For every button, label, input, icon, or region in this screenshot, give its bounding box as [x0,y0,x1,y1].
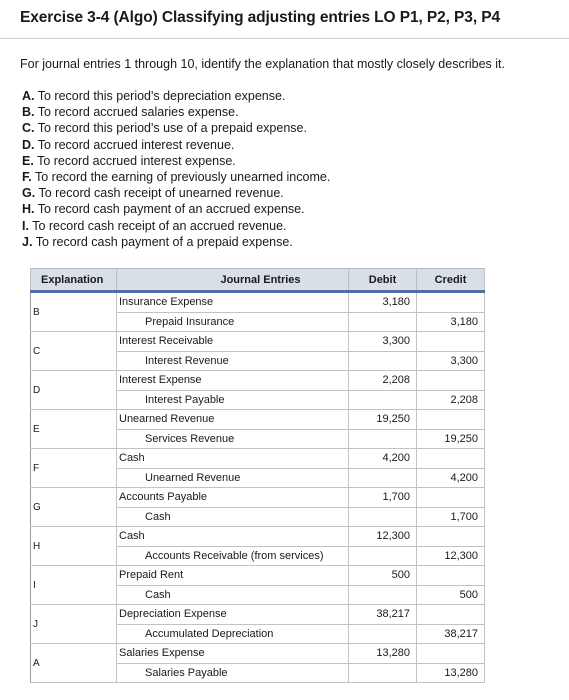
option-text: To record accrued interest expense. [37,153,236,168]
option-j [22,234,330,250]
explanation-select[interactable]: C [31,332,117,371]
table-row [31,371,485,391]
journal-entries-table [30,268,485,683]
debit-amount: 4,200 [349,449,417,469]
option-text: To record cash receipt of unearned revenue. [38,186,284,201]
debit-cell-empty [349,312,417,332]
credit-cell-empty [417,410,485,430]
credit-account: Accumulated Depreciation [117,624,349,644]
credit-cell-empty [417,605,485,625]
explanation-select[interactable]: D [31,371,117,410]
table-row [31,605,485,625]
option-c [22,120,330,136]
table-row [31,410,485,430]
credit-cell-empty [417,566,485,586]
option-letter: C. [22,121,35,136]
debit-cell-empty [349,546,417,566]
debit-account: Depreciation Expense [117,605,349,625]
credit-amount: 38,217 [417,624,485,644]
option-letter: B. [22,105,35,120]
explanation-select[interactable]: H [31,527,117,566]
credit-cell-empty [417,527,485,547]
debit-cell-empty [349,585,417,605]
debit-cell-empty [349,663,417,683]
debit-account: Salaries Expense [117,644,349,664]
debit-amount: 2,208 [349,371,417,391]
credit-amount: 3,180 [417,312,485,332]
debit-amount: 1,700 [349,488,417,508]
explanation-select[interactable]: F [31,449,117,488]
option-text: To record this period's use of a prepaid expense. [37,121,307,136]
debit-cell-empty [349,351,417,371]
option-text: To record this period's depreciation expense. [37,89,286,103]
explanation-select[interactable]: E [31,410,117,449]
table-row [31,527,485,547]
header-credit: Credit [417,269,485,292]
credit-amount: 12,300 [417,546,485,566]
credit-account: Accounts Receivable (from services) [117,546,349,566]
option-letter: H. [22,202,35,217]
header-explanation: Explanation [31,269,117,292]
explanation-select[interactable]: J [31,605,117,644]
credit-cell-empty [417,644,485,664]
debit-cell-empty [349,390,417,410]
credit-account: Cash [117,507,349,527]
credit-cell-empty [417,292,485,313]
table-row [31,292,485,313]
debit-amount: 19,250 [349,410,417,430]
explanation-select[interactable]: A [31,644,117,683]
debit-cell-empty [349,468,417,488]
credit-amount: 3,300 [417,351,485,371]
debit-account: Interest Expense [117,371,349,391]
option-text: To record the earning of previously unearned income. [34,169,331,184]
option-letter: E. [22,153,34,168]
credit-account: Salaries Payable [117,663,349,683]
debit-account: Cash [117,527,349,547]
table-row [31,449,485,469]
credit-cell-empty [417,488,485,508]
option-d [22,137,330,153]
credit-amount: 4,200 [417,468,485,488]
explanation-select[interactable]: B [31,292,117,332]
table-row [31,644,485,664]
debit-account: Prepaid Rent [117,566,349,586]
option-letter: F. [22,169,32,184]
instructions-text: For journal entries 1 through 10, identify the explanation that mostly closely describes it. [20,57,505,71]
option-text: To record accrued salaries expense. [37,105,239,120]
explanation-select[interactable]: G [31,488,117,527]
debit-cell-empty [349,507,417,527]
header-debit: Debit [349,269,417,292]
title-divider [0,38,569,39]
option-text: To record cash payment of a prepaid expense. [35,234,293,249]
option-letter: I. [22,218,29,233]
table-header-row [31,269,485,292]
debit-amount: 12,300 [349,527,417,547]
credit-account: Prepaid Insurance [117,312,349,332]
credit-account: Interest Payable [117,390,349,410]
option-i [22,218,330,234]
credit-cell-empty [417,371,485,391]
credit-account: Services Revenue [117,429,349,449]
option-letter: A. [22,89,35,103]
credit-amount: 13,280 [417,663,485,683]
option-f [22,169,330,185]
credit-cell-empty [417,449,485,469]
debit-account: Unearned Revenue [117,410,349,430]
debit-account: Accounts Payable [117,488,349,508]
debit-cell-empty [349,624,417,644]
credit-cell-empty [417,332,485,352]
option-letter: G. [22,186,36,201]
credit-account: Interest Revenue [117,351,349,371]
credit-account: Cash [117,585,349,605]
debit-amount: 500 [349,566,417,586]
option-text: To record cash payment of an accrued expense. [37,202,305,217]
table-row [31,566,485,586]
option-h [22,201,330,217]
option-g [22,185,330,201]
credit-account: Unearned Revenue [117,468,349,488]
credit-amount: 1,700 [417,507,485,527]
table-row [31,332,485,352]
debit-amount: 38,217 [349,605,417,625]
explanation-options-list [22,88,330,250]
debit-amount: 3,300 [349,332,417,352]
option-text: To record cash receipt of an accrued revenue. [32,218,287,233]
option-letter: J. [22,234,33,249]
exercise-title: Exercise 3-4 (Algo) Classifying adjusting entries LO P1, P2, P3, P4 [20,9,500,26]
debit-amount: 13,280 [349,644,417,664]
option-e [22,153,330,169]
option-letter: D. [22,137,35,152]
debit-cell-empty [349,429,417,449]
debit-amount: 3,180 [349,292,417,313]
table-row [31,488,485,508]
debit-account: Interest Receivable [117,332,349,352]
explanation-select[interactable]: I [31,566,117,605]
credit-amount: 19,250 [417,429,485,449]
option-b [22,104,330,120]
credit-amount: 2,208 [417,390,485,410]
header-journal-entries: Journal Entries [117,269,349,292]
option-a [22,88,330,104]
option-text: To record accrued interest revenue. [37,137,235,152]
debit-account: Insurance Expense [117,292,349,313]
debit-account: Cash [117,449,349,469]
credit-amount: 500 [417,585,485,605]
